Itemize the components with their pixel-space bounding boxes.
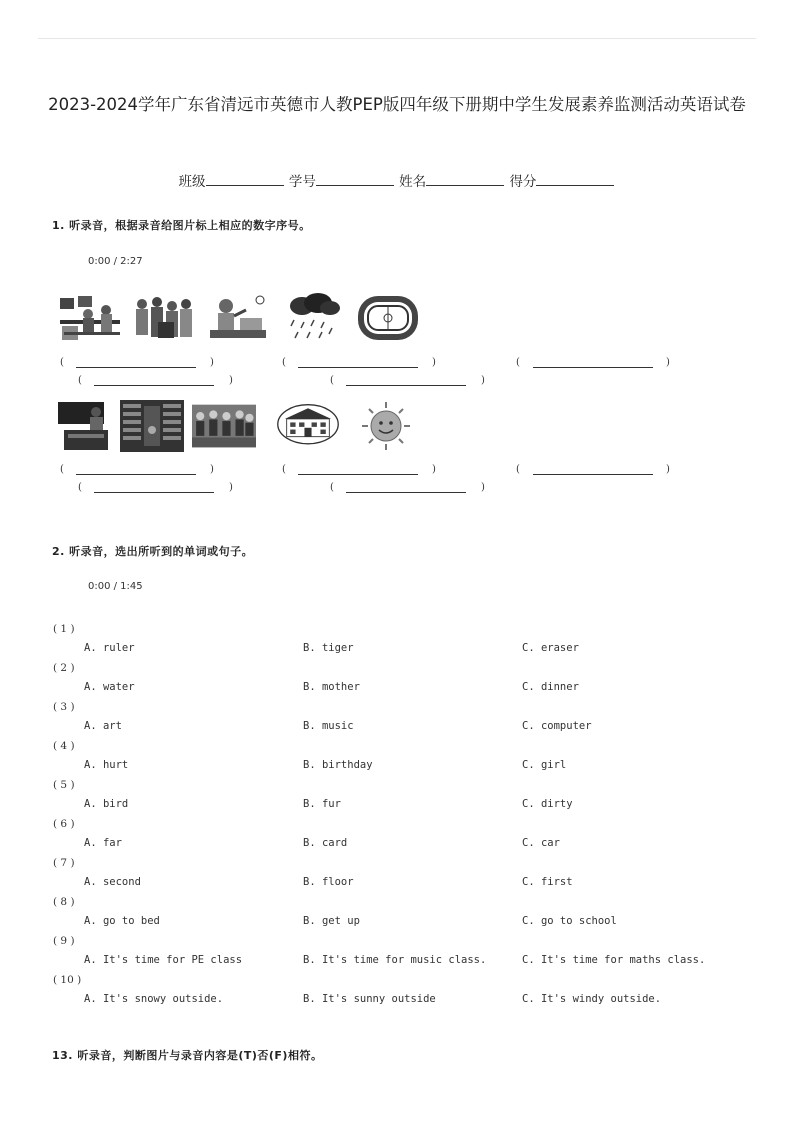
question-1-audio-time[interactable]: 0:00 / 2:27	[88, 256, 143, 267]
playground-icon	[356, 292, 420, 344]
id-label: 学号	[288, 174, 316, 190]
family-group-icon	[132, 292, 196, 344]
option-b[interactable]: B. tiger	[303, 642, 354, 654]
option-b[interactable]: B. get up	[303, 915, 360, 927]
teacher-blackboard-icon	[58, 400, 122, 452]
computer-room-icon	[58, 292, 122, 344]
option-b[interactable]: B. card	[303, 837, 348, 849]
option-a[interactable]: A. It's time for PE class	[84, 954, 243, 966]
question-3-label: 13. 听录音，判断图片与录音内容是(T)否(F)相符。	[52, 1049, 323, 1062]
option-b[interactable]: B. birthday	[303, 759, 373, 771]
option-a[interactable]: A. It's snowy outside.	[84, 993, 224, 1005]
option-c[interactable]: C. It's time for maths class.	[522, 954, 706, 966]
option-c[interactable]: C. girl	[522, 759, 567, 771]
class-blank[interactable]	[206, 171, 284, 186]
option-c[interactable]: C. eraser	[522, 642, 579, 654]
score-label: 得分	[509, 174, 537, 190]
library-icon	[120, 400, 184, 452]
name-blank[interactable]	[426, 171, 504, 186]
item-number: ( 7 )	[53, 857, 75, 869]
page-top-divider	[38, 38, 756, 39]
option-b[interactable]: B. It's sunny outside	[303, 993, 436, 1005]
item-number: ( 6 )	[53, 818, 75, 830]
answer-blank[interactable]	[94, 385, 214, 386]
student-info-line	[0, 170, 794, 190]
option-a[interactable]: A. art	[84, 720, 122, 732]
option-a[interactable]: A. bird	[84, 798, 129, 810]
answer-blank[interactable]	[533, 474, 653, 475]
answer-blank[interactable]	[76, 474, 196, 475]
option-a[interactable]: A. second	[84, 876, 141, 888]
item-number: ( 1 )	[53, 623, 75, 635]
option-c[interactable]: C. dinner	[522, 681, 579, 693]
answer-blank[interactable]	[346, 492, 466, 493]
option-c[interactable]: C. car	[522, 837, 560, 849]
option-c[interactable]: C. computer	[522, 720, 592, 732]
option-a[interactable]: A. go to bed	[84, 915, 160, 927]
option-c[interactable]: C. dirty	[522, 798, 573, 810]
option-b[interactable]: B. fur	[303, 798, 341, 810]
option-c[interactable]: C. first	[522, 876, 573, 888]
sun-icon	[354, 400, 418, 452]
id-blank[interactable]	[316, 171, 394, 186]
item-number: ( 5 )	[53, 779, 75, 791]
option-b[interactable]: B. mother	[303, 681, 360, 693]
answer-blank[interactable]	[94, 492, 214, 493]
option-a[interactable]: A. far	[84, 837, 122, 849]
option-c[interactable]: C. go to school	[522, 915, 617, 927]
teacher-desk-icon	[206, 292, 270, 344]
option-a[interactable]: A. hurt	[84, 759, 129, 771]
answer-blank[interactable]	[533, 367, 653, 368]
item-number: ( 9 )	[53, 935, 75, 947]
option-c[interactable]: C. It's windy outside.	[522, 993, 662, 1005]
answer-blank[interactable]	[298, 367, 418, 368]
item-number: ( 2 )	[53, 662, 75, 674]
item-number: ( 3 )	[53, 701, 75, 713]
school-building-icon	[276, 400, 340, 452]
class-label: 班级	[178, 174, 206, 190]
exam-title: 2023-2024学年广东省清远市英德市人教PEP版四年级下册期中学生发展素养监测活动英语试卷	[48, 95, 746, 114]
item-number: ( 10 )	[53, 974, 82, 986]
item-number: ( 4 )	[53, 740, 75, 752]
option-a[interactable]: A. water	[84, 681, 135, 693]
score-blank[interactable]	[536, 171, 614, 186]
rain-cloud-icon	[282, 292, 346, 344]
answer-blank[interactable]	[346, 385, 466, 386]
question-2-label: 2. 听录音，选出所听到的单词或句子。	[52, 545, 254, 558]
question-1-label: 1. 听录音，根据录音给图片标上相应的数字序号。	[52, 219, 311, 232]
option-b[interactable]: B. music	[303, 720, 354, 732]
option-a[interactable]: A. ruler	[84, 642, 135, 654]
option-b[interactable]: B. floor	[303, 876, 354, 888]
option-b[interactable]: B. It's time for music class.	[303, 954, 487, 966]
item-number: ( 8 )	[53, 896, 75, 908]
classroom-icon	[192, 400, 256, 452]
answer-blank[interactable]	[298, 474, 418, 475]
name-label: 姓名	[399, 174, 427, 190]
answer-blank[interactable]	[76, 367, 196, 368]
question-2-audio-time[interactable]: 0:00 / 1:45	[88, 581, 143, 592]
